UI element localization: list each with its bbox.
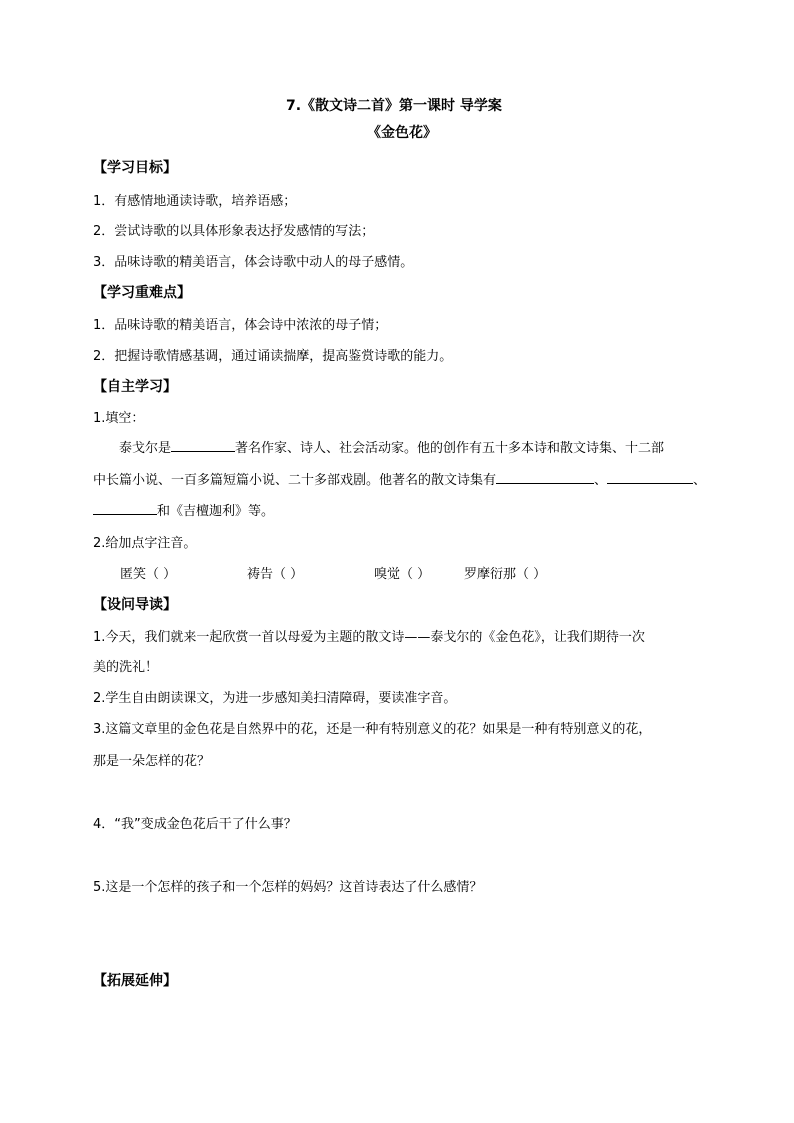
- blank-field[interactable]: [496, 470, 594, 484]
- section-heading-key-points: 【学习重难点】: [93, 285, 191, 301]
- fill-blank-text: 泰戈尔是: [119, 441, 172, 456]
- fill-blank-text: 著名作家、诗人、社会活动家。他的创作有五十多本诗和散文诗集、十二部: [235, 441, 665, 456]
- blank-field[interactable]: [607, 470, 693, 484]
- guided-question: 1.今天，我们就来一起欣赏一首以母爱为主题的散文诗——泰戈尔的《金色花》，让我们期待一次: [93, 630, 645, 645]
- separator: 、: [594, 473, 608, 488]
- pinyin-label: 2.给加点字注音。: [93, 536, 197, 551]
- pinyin-item[interactable]: 嗅觉（ ）: [374, 567, 431, 582]
- section-heading-self-study: 【自主学习】: [93, 379, 177, 395]
- blank-field[interactable]: [93, 501, 157, 515]
- guided-question-cont: 美的洗礼！: [93, 660, 159, 675]
- guided-question: 3.这篇文章里的金色花是自然界中的花，还是一种有特别意义的花？如果是一种有特别意义的花，: [93, 722, 652, 737]
- key-point-item: 1．品味诗歌的精美语言，体会诗中浓浓的母子情；: [93, 318, 388, 333]
- section-heading-extension: 【拓展延伸】: [93, 973, 177, 989]
- pinyin-item[interactable]: 罗摩衍那（ ）: [464, 567, 547, 582]
- goal-item: 1．有感情地通读诗歌，培养语感；: [93, 194, 297, 209]
- fill-blank-text: 和《吉檀迦利》等。: [157, 504, 275, 519]
- fill-blank-label: 1.填空：: [93, 411, 145, 426]
- guided-question: 2.学生自由朗读课文，为进一步感知美扫清障碍，要读准字音。: [93, 691, 457, 706]
- goal-item: 2．尝试诗歌的以具体形象表达抒发感情的写法；: [93, 224, 375, 239]
- key-point-item: 2．把握诗歌情感基调，通过诵读揣摩，提高鉴赏诗歌的能力。: [93, 349, 453, 364]
- pinyin-item[interactable]: 匿笑（ ）: [120, 567, 177, 582]
- fill-blank-text: 中长篇小说、一百多篇短篇小说、二十多部戏剧。他著名的散文诗集有: [93, 473, 497, 488]
- guided-question: 5.这是一个怎样的孩子和一个怎样的妈妈？这首诗表达了什么感情？: [93, 880, 483, 895]
- fill-blank-line-1: [119, 437, 664, 456]
- goal-item: 3．品味诗歌的精美语言，体会诗歌中动人的母子感情。: [93, 255, 414, 270]
- separator: 、: [693, 473, 707, 488]
- doc-title: 7.《散文诗二首》第一课时 导学案: [286, 98, 502, 114]
- doc-subtitle: 《金色花》: [367, 125, 437, 141]
- guided-question: 4．“我”变成金色花后干了什么事？: [93, 817, 297, 832]
- fill-blank-line-3: [93, 500, 274, 519]
- fill-blank-line-2: [93, 469, 706, 488]
- section-heading-goals: 【学习目标】: [93, 160, 177, 176]
- blank-field[interactable]: [171, 438, 235, 452]
- pinyin-item[interactable]: 祷告（ ）: [247, 567, 304, 582]
- guided-question-cont: 那是一朵怎样的花？: [93, 754, 211, 769]
- section-heading-guided: 【设问导读】: [93, 597, 177, 613]
